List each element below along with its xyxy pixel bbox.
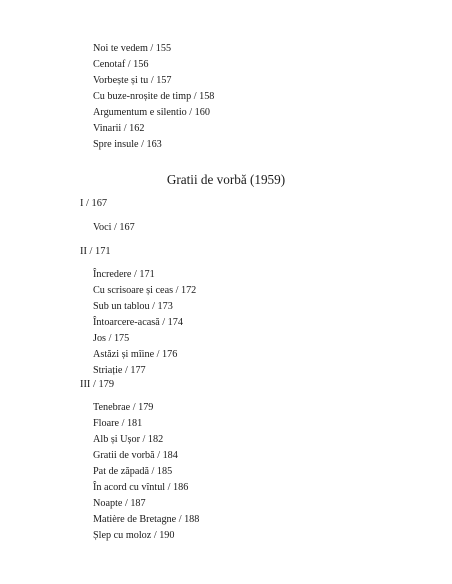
toc-entry: Alb și Ușor / 182 [93,434,164,445]
section-heading-i: I / 167 [80,198,108,209]
toc-entry: Sub un tablou / 173 [93,301,173,312]
toc-entry: Vinarii / 162 [93,123,145,134]
toc-entry: Striație / 177 [93,365,146,376]
toc-entry: Cenotaf / 156 [93,59,149,70]
toc-entry: Argumentum e silentio / 160 [93,107,210,118]
section-heading-iii: III / 179 [80,379,115,390]
toc-entry: Floare / 181 [93,418,143,429]
book-title: Gratii de vorbă (1959) [166,172,286,187]
toc-entry: Întoarcere-acasă / 174 [93,317,183,328]
toc-entry: Jos / 175 [93,333,130,344]
toc-entry: Vorbește și tu / 157 [93,75,172,86]
toc-entry: Tenebrae / 179 [93,402,154,413]
toc-entry: Cu buze-nroșite de timp / 158 [93,91,215,102]
toc-entry: Pat de zăpadă / 185 [93,466,173,477]
toc-entry: Cu scrisoare și ceas / 172 [93,285,197,296]
toc-entry: Încredere / 171 [93,269,155,280]
toc-entry: Astăzi și mîine / 176 [93,349,178,360]
section-heading-ii: II / 171 [80,246,111,257]
toc-entry: Spre insule / 163 [93,139,162,150]
toc-entry: În acord cu vîntul / 186 [93,482,189,493]
toc-entry: Noapte / 187 [93,498,146,509]
toc-entry: Matière de Bretagne / 188 [93,514,200,525]
toc-entry: Gratii de vorbă / 184 [93,450,178,461]
toc-entry: Voci / 167 [93,222,135,233]
toc-entry: Șlep cu moloz / 190 [93,530,175,541]
toc-entry: Noi te vedem / 155 [93,43,172,54]
